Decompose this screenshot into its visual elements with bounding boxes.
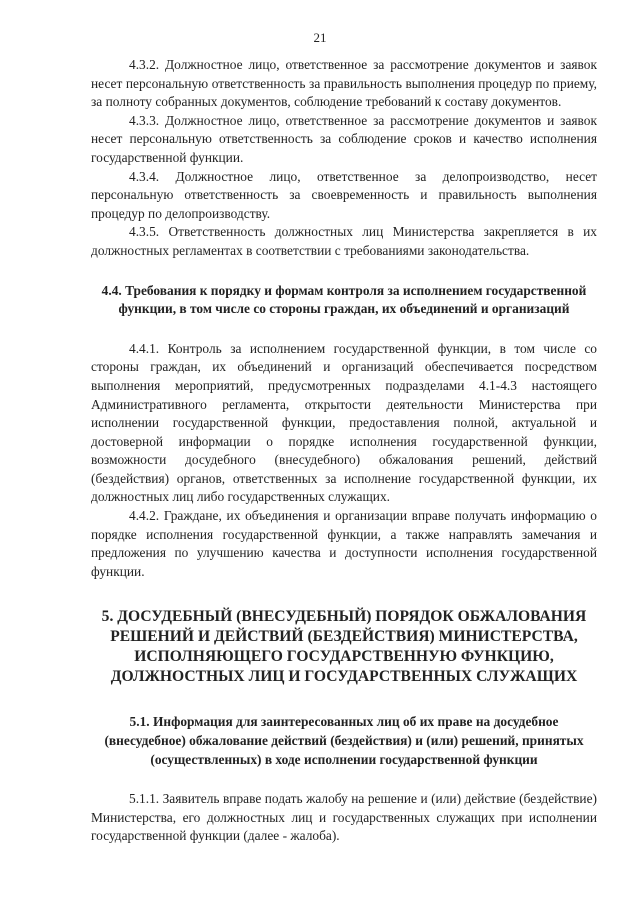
spacer (91, 687, 597, 713)
paragraph-4-3-2: 4.3.2. Должностное лицо, ответственное за рассмотрение документов и заявок несет персональную ответственность за правильность выполнения процедур по приему, за полноту собранных документов, соблюдение требований к составу документов. (91, 57, 597, 110)
subsection-heading-5-1: 5.1. Информация для заинтересованных лиц об их праве на досудебное (внесудебное) обжалование действий (бездействия) и (или) решений, принятых (осуществленных) в ходе исполнении государственной функции (104, 714, 584, 767)
document-body (91, 56, 597, 846)
paragraph-4-3-3: 4.3.3. Должностное лицо, ответственное за рассмотрение документов и заявок несет персональную ответственность за соблюдение сроков и качество исполнения государственной функции. (91, 112, 597, 165)
spacer (91, 319, 597, 340)
spacer (91, 769, 597, 790)
paragraph-4-3-4: 4.3.4. Должностное лицо, ответственное за делопроизводство, несет персональную ответственность за своевременность и правильность выполнения процедур по делопроизводству. (91, 168, 597, 221)
spacer (91, 261, 597, 282)
paragraph-4-3-5: 4.3.5. Ответственность должностных лиц Министерства закрепляется в их должностных регламентах в соответствии с требованиями законодательства. (91, 224, 597, 258)
paragraph-4-4-2: 4.4.2. Граждане, их объединения и организации вправе получать информацию о порядке исполнения государственной функции, а также направлять замечания и предложения по улучшению качества и доступности исполнения государственной функции. (91, 508, 597, 579)
page-number: 21 (313, 30, 327, 45)
spacer (91, 581, 597, 607)
subsection-heading-4-4: 4.4. Требования к порядку и формам контроля за исполнением государственной функции, в том числе со стороны граждан, их объединений и организаций (101, 282, 587, 317)
paragraph-5-1-1: 5.1.1. Заявитель вправе подать жалобу на решение и (или) действие (бездействие) Министерства, его должностных лиц и государственных служащих при исполнении государственной функции (далее - жалоба). (91, 791, 597, 844)
paragraph-4-4-1: 4.4.1. Контроль за исполнением государственной функции, в том числе со стороны граждан, их объединений и организаций обеспечивается посредством выполнения мероприятий, предусмотренных подразделами 4.1-4.3 настоящего Административного регламента, открытости деятельности Министерства при исполнении государственной функции, предоставления полной, актуальной и достоверной информации о порядке исполнения государственной функции, возможности досудебного (внесудебного) обжалования решений, действий (бездействия) органов, ответственных за исполнение государственной функции, их должностных лиц либо государственных служащих. (91, 340, 597, 505)
section-heading-5: 5. ДОСУДЕБНЫЙ (ВНЕСУДЕБНЫЙ) ПОРЯДОК ОБЖАЛОВАНИЯ РЕШЕНИЙ И ДЕЙСТВИЙ (БЕЗДЕЙСТВИЯ) МИНИСТЕРСТВА, ИСПОЛНЯЮЩЕГО ГОСУДАРСТВЕННУЮ ФУНКЦИЮ, ДОЛЖНОСТНЫХ ЛИЦ И ГОСУДАРСТВЕННЫХ СЛУЖАЩИХ (101, 608, 587, 686)
